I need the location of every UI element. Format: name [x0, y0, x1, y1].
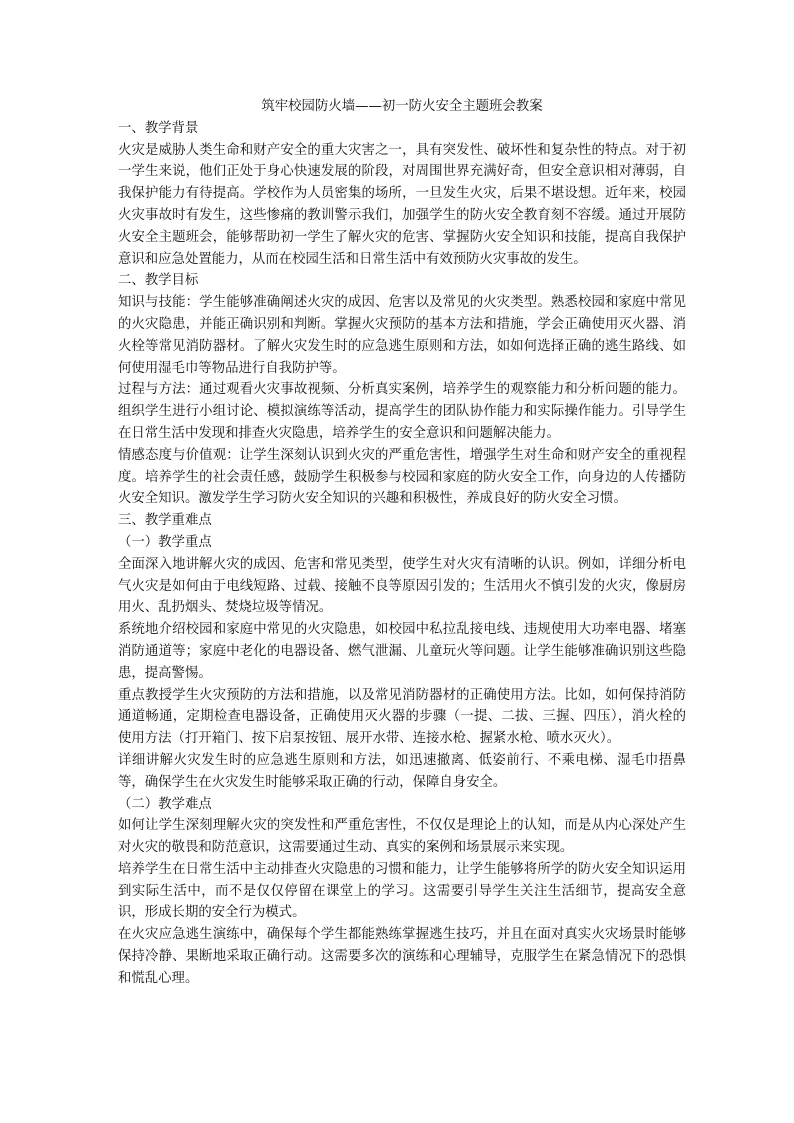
document-page [118, 96, 686, 990]
paragraph-key-point: 系统地介绍校园和家庭中常见的火灾隐患，如校园中私拉乱接电线、违规使用大功率电器、堵塞消防通道等；家庭中老化的电器设备、燃气泄漏、儿童玩火等问题。让学生能够准确识别这些隐患，提高警惕。 [118, 622, 686, 681]
paragraph-key-point: 全面深入地讲解火灾的成因、危害和常见类型，使学生对火灾有清晰的认识。例如，详细分析电气火灾是如何由于电线短路、过载、接触不良等原因引发的；生活用火不慎引发的火灾，像厨房用火、乱扔烟头、焚烧垃圾等情况。 [118, 556, 686, 616]
paragraph-goal-process: 过程与方法：通过观看火灾事故视频、分析真实案例，培养学生的观察能力和分析问题的能力。组织学生进行小组讨论、模拟演练等活动，提高学生的团队协作能力和实际操作能力。引导学生在日常生活中发现和排查火灾隐患，培养学生的安全意识和问题解决能力。 [118, 382, 686, 441]
section-heading-background: 一、教学背景 [118, 120, 199, 136]
section-heading-goals: 二、教学目标 [118, 273, 199, 289]
paragraph-difficulty: 在火灾应急逃生演练中，确保每个学生都能熟练掌握逃生技巧，并且在面对真实火灾场景时能够保持冷静、果断地采取正确行动。这需要多次的演练和心理辅导，克服学生在紧急情况下的恐惧和慌乱心理。 [118, 927, 686, 986]
section-heading-key-points: 三、教学重难点 [118, 513, 212, 529]
document-title: 筑牢校园防火墙——初一防火安全主题班会教案 [261, 99, 543, 114]
subheading-key-points: （一）教学重点 [118, 534, 212, 550]
paragraph-difficulty: 如何让学生深刻理解火灾的突发性和严重危害性，不仅仅是理论上的认知，而是从内心深处产生对火灾的敬畏和防范意识，这需要通过生动、真实的案例和场景展示来实现。 [118, 818, 686, 856]
paragraph-goal-values: 情感态度与价值观：让学生深刻认识到火灾的严重危害性，增强学生对生命和财产安全的重视程度。培养学生的社会责任感，鼓励学生积极参与校园和家庭的防火安全工作，向身边的人传播防火安全知识。激发学生学习防火安全知识的兴趣和积极性，养成良好的防火安全习惯。 [118, 447, 686, 507]
paragraph-difficulty: 培养学生在日常生活中主动排查火灾隐患的习惯和能力，让学生能够将所学的防火安全知识运用到实际生活中，而不是仅仅停留在课堂上的学习。这需要引导学生关注生活细节，提高安全意识，形成长期的安全行为模式。 [118, 861, 686, 921]
subheading-difficulties: （二）教学难点 [118, 796, 212, 812]
paragraph-goal-knowledge: 知识与技能：学生能够准确阐述火灾的成因、危害以及常见的火灾类型。熟悉校园和家庭中常见的火灾隐患，并能正确识别和判断。掌握火灾预防的基本方法和措施，学会正确使用灭火器、消火栓等常见消防器材。了解火灾发生时的应急逃生原则和方法，如如何选择正确的逃生路线、如何使用湿毛巾等物品进行自我防护等。 [118, 295, 686, 376]
paragraph-key-point: 详细讲解火灾发生时的应急逃生原则和方法，如迅速撤离、低姿前行、不乘电梯、湿毛巾捂鼻等，确保学生在火灾发生时能够采取正确的行动，保障自身安全。 [118, 752, 686, 790]
paragraph-key-point: 重点教授学生火灾预防的方法和措施，以及常见消防器材的正确使用方法。比如，如何保持消防通道畅通，定期检查电器设备，正确使用灭火器的步骤（一提、二拔、三握、四压），消火栓的使用方法（打开箱门、按下启泵按钮、展开水带、连接水枪、握紧水枪、喷水灭火）。 [118, 687, 686, 747]
paragraph-background: 火灾是威胁人类生命和财产安全的重大灾害之一，具有突发性、破坏性和复杂性的特点。对于初一学生来说，他们正处于身心快速发展的阶段，对周围世界充满好奇，但安全意识相对薄弱，自我保护能力有待提高。学校作为人员密集的场所，一旦发生火灾，后果不堪设想。近年来，校园火灾事故时有发生，这些惨痛的教训警示我们，加强学生的防火安全教育刻不容缓。通过开展防火安全主题班会，能够帮助初一学生了解火灾的危害、掌握防火安全知识和技能，提高自我保护意识和应急处置能力，从而在校园生活和日常生活中有效预防火灾事故的发生。 [118, 142, 686, 267]
